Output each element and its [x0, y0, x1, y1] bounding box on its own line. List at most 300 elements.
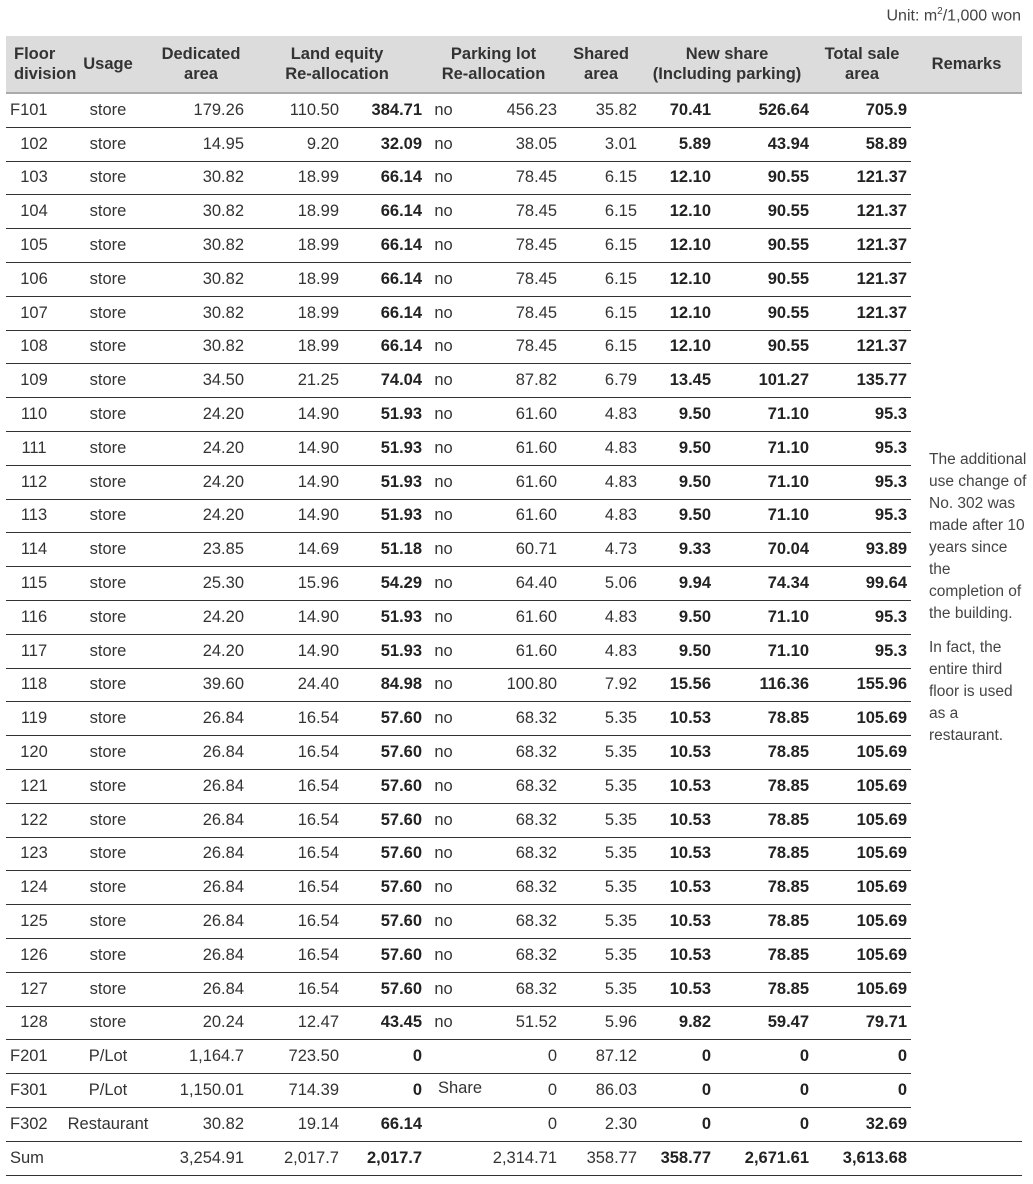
cell-dedicated: 24.20: [154, 600, 248, 634]
cell-new-a: 9.50: [641, 398, 715, 432]
cell-new-a: 10.53: [641, 769, 715, 803]
table-row: [6, 195, 1022, 229]
cell-usage: store: [62, 465, 154, 499]
cell-new-b: 78.85: [715, 702, 813, 736]
cell-dedicated: 23.85: [154, 533, 248, 567]
cell-total: 95.3: [813, 465, 911, 499]
cell-parking: 78.45: [461, 229, 561, 263]
cell-shared: 2.30: [561, 1107, 641, 1141]
cell-remarks: [911, 803, 1022, 837]
cell-dedicated: 39.60: [154, 668, 248, 702]
table-row: [6, 1074, 1022, 1108]
cell-dedicated: 26.84: [154, 803, 248, 837]
cell-parking-flag: no: [426, 871, 461, 905]
cell-new-a: 12.10: [641, 161, 715, 195]
cell-new-b: 116.36: [715, 668, 813, 702]
cell-land-a: 14.90: [248, 499, 343, 533]
cell-new-a: 9.50: [641, 634, 715, 668]
cell-land-a: 18.99: [248, 330, 343, 364]
cell-shared: 6.15: [561, 161, 641, 195]
cell-parking-flag: no: [426, 398, 461, 432]
cell-remarks: [911, 398, 1022, 432]
cell-total: 79.71: [813, 1006, 911, 1040]
cell-parking-flag: no: [426, 803, 461, 837]
cell-shared: 6.79: [561, 364, 641, 398]
cell-land-a: 18.99: [248, 296, 343, 330]
cell-parking-flag: no: [426, 127, 461, 161]
cell-dedicated: 30.82: [154, 296, 248, 330]
table-row: [6, 871, 1022, 905]
cell-parking: 68.32: [461, 803, 561, 837]
cell-usage: store: [62, 127, 154, 161]
cell-usage: store: [62, 938, 154, 972]
sum-row: [6, 1141, 1022, 1175]
cell-land-b: 66.14: [343, 262, 426, 296]
cell-usage: P/Lot: [62, 1040, 154, 1074]
cell-new-a: 10.53: [641, 905, 715, 939]
cell-land-b: 384.71: [343, 93, 426, 127]
cell-new-b: 71.10: [715, 431, 813, 465]
cell-new-b: 0: [715, 1074, 813, 1108]
cell-remarks: [911, 1107, 1022, 1141]
cell-floor: 112: [6, 465, 62, 499]
cell-dedicated: 24.20: [154, 499, 248, 533]
cell-dedicated: 179.26: [154, 93, 248, 127]
cell-total: 121.37: [813, 296, 911, 330]
cell-parking-flag: no: [426, 600, 461, 634]
cell-remarks: [911, 93, 1022, 127]
cell-usage: store: [62, 93, 154, 127]
cell-parking: 78.45: [461, 296, 561, 330]
cell-parking: 78.45: [461, 262, 561, 296]
cell-new-a: 10.53: [641, 837, 715, 871]
cell-parking-flag: no: [426, 567, 461, 601]
cell-land-a: 16.54: [248, 972, 343, 1006]
cell-usage: store: [62, 905, 154, 939]
cell-shared: 5.35: [561, 736, 641, 770]
cell-parking: 61.60: [461, 398, 561, 432]
cell-new-b: 526.64: [715, 93, 813, 127]
cell-total: 105.69: [813, 871, 911, 905]
cell-land-b: 54.29: [343, 567, 426, 601]
cell-land-b: 57.60: [343, 769, 426, 803]
header-land-equity: Land equity Re-allocation: [248, 36, 426, 93]
cell-floor: 119: [6, 702, 62, 736]
cell-remarks: [911, 161, 1022, 195]
cell-new-a: 9.94: [641, 567, 715, 601]
cell-parking-flag: no: [426, 533, 461, 567]
cell-total: 105.69: [813, 938, 911, 972]
cell-shared: 35.82: [561, 93, 641, 127]
cell-parking-flag: no: [426, 364, 461, 398]
cell-shared: 5.35: [561, 803, 641, 837]
cell-parking-flag: no: [426, 938, 461, 972]
cell-dedicated: 30.82: [154, 229, 248, 263]
cell-new-b: 78.85: [715, 938, 813, 972]
cell-land-b: 66.14: [343, 229, 426, 263]
cell-parking: 60.71: [461, 533, 561, 567]
cell-shared: 5.35: [561, 905, 641, 939]
table-row: [6, 1006, 1022, 1040]
cell-usage: store: [62, 668, 154, 702]
cell-parking-flag: no: [426, 296, 461, 330]
cell-remarks: [911, 769, 1022, 803]
cell-dedicated: 1,164.7: [154, 1040, 248, 1074]
cell-usage: store: [62, 600, 154, 634]
cell-parking: 0: [461, 1074, 561, 1108]
cell-dedicated: 30.82: [154, 262, 248, 296]
cell-remarks: [911, 127, 1022, 161]
cell-new-a: 9.50: [641, 431, 715, 465]
cell-parking-flag: [426, 1107, 461, 1141]
cell-land-a: 14.90: [248, 634, 343, 668]
cell-new-b: 78.85: [715, 871, 813, 905]
table-row: [6, 93, 1022, 127]
cell-parking-flag: no: [426, 93, 461, 127]
cell-shared: 6.15: [561, 229, 641, 263]
cell-total: 99.64: [813, 567, 911, 601]
cell-usage: store: [62, 567, 154, 601]
cell-floor: F201: [6, 1040, 62, 1074]
table-row: [6, 972, 1022, 1006]
cell-new-b: 0: [715, 1107, 813, 1141]
cell-remarks: [911, 364, 1022, 398]
sum-new-a: 358.77: [641, 1141, 715, 1175]
cell-dedicated: 34.50: [154, 364, 248, 398]
remarks-text: [929, 449, 1027, 759]
cell-new-a: 12.10: [641, 296, 715, 330]
cell-new-a: 9.50: [641, 499, 715, 533]
cell-land-a: 16.54: [248, 736, 343, 770]
cell-shared: 5.35: [561, 871, 641, 905]
cell-land-a: 16.54: [248, 803, 343, 837]
cell-new-a: 9.33: [641, 533, 715, 567]
cell-remarks: [911, 837, 1022, 871]
cell-parking-flag: no: [426, 972, 461, 1006]
table-row: [6, 398, 1022, 432]
cell-parking: 61.60: [461, 600, 561, 634]
cell-shared: 6.15: [561, 262, 641, 296]
cell-total: 121.37: [813, 195, 911, 229]
cell-parking: 61.60: [461, 431, 561, 465]
cell-dedicated: 24.20: [154, 634, 248, 668]
cell-usage: store: [62, 330, 154, 364]
cell-dedicated: 26.84: [154, 972, 248, 1006]
cell-new-b: 0: [715, 1040, 813, 1074]
cell-new-a: 10.53: [641, 972, 715, 1006]
cell-dedicated: 30.82: [154, 161, 248, 195]
cell-parking-flag: no: [426, 634, 461, 668]
cell-shared: 4.83: [561, 634, 641, 668]
cell-land-a: 21.25: [248, 364, 343, 398]
cell-dedicated: 30.82: [154, 195, 248, 229]
cell-parking-flag: no: [426, 905, 461, 939]
table-row: [6, 769, 1022, 803]
cell-parking: 78.45: [461, 195, 561, 229]
cell-usage: store: [62, 195, 154, 229]
sum-remarks: [911, 1141, 1022, 1175]
sum-empty: [426, 1141, 461, 1175]
cell-new-a: 0: [641, 1074, 715, 1108]
cell-dedicated: 26.84: [154, 938, 248, 972]
cell-total: 58.89: [813, 127, 911, 161]
cell-parking-flag: no: [426, 702, 461, 736]
cell-dedicated: 26.84: [154, 871, 248, 905]
cell-land-b: 57.60: [343, 736, 426, 770]
cell-floor: 102: [6, 127, 62, 161]
cell-land-b: 0: [343, 1074, 426, 1108]
cell-parking: 68.32: [461, 905, 561, 939]
cell-new-b: 78.85: [715, 736, 813, 770]
cell-parking-flag: no: [426, 229, 461, 263]
cell-total: 121.37: [813, 330, 911, 364]
cell-dedicated: 1,150.01: [154, 1074, 248, 1108]
cell-total: 93.89: [813, 533, 911, 567]
cell-parking: 0: [461, 1040, 561, 1074]
cell-dedicated: 24.20: [154, 431, 248, 465]
cell-parking-flag: no: [426, 1006, 461, 1040]
cell-remarks: [911, 938, 1022, 972]
sum-shared: 358.77: [561, 1141, 641, 1175]
cell-dedicated: 26.84: [154, 702, 248, 736]
cell-new-b: 90.55: [715, 229, 813, 263]
cell-floor: 108: [6, 330, 62, 364]
cell-remarks: [911, 195, 1022, 229]
cell-floor: F101: [6, 93, 62, 127]
cell-usage: store: [62, 499, 154, 533]
cell-new-b: 71.10: [715, 398, 813, 432]
cell-land-b: 66.14: [343, 296, 426, 330]
cell-shared: 5.35: [561, 972, 641, 1006]
cell-usage: P/Lot: [62, 1074, 154, 1108]
cell-shared: 5.96: [561, 1006, 641, 1040]
cell-parking: 61.60: [461, 465, 561, 499]
cell-total: 95.3: [813, 499, 911, 533]
cell-parking-flag: [426, 1040, 461, 1074]
cell-parking: 68.32: [461, 972, 561, 1006]
cell-remarks: [911, 262, 1022, 296]
cell-land-b: 66.14: [343, 1107, 426, 1141]
cell-floor: 117: [6, 634, 62, 668]
cell-shared: 86.03: [561, 1074, 641, 1108]
header-floor-division: Floor division: [6, 36, 62, 93]
cell-dedicated: 25.30: [154, 567, 248, 601]
table-row: [6, 905, 1022, 939]
cell-new-b: 90.55: [715, 262, 813, 296]
cell-land-a: 14.90: [248, 431, 343, 465]
table-row: [6, 296, 1022, 330]
cell-total: 95.3: [813, 398, 911, 432]
cell-usage: store: [62, 364, 154, 398]
cell-shared: 5.06: [561, 567, 641, 601]
cell-usage: store: [62, 972, 154, 1006]
table-row: [6, 1040, 1022, 1074]
cell-floor: 127: [6, 972, 62, 1006]
cell-dedicated: 24.20: [154, 398, 248, 432]
cell-parking: 0: [461, 1107, 561, 1141]
cell-land-b: 57.60: [343, 938, 426, 972]
header-shared-area: Shared area: [561, 36, 641, 93]
cell-floor: 124: [6, 871, 62, 905]
header-new-share: New share (Including parking): [641, 36, 813, 93]
cell-new-b: 78.85: [715, 769, 813, 803]
cell-land-b: 51.93: [343, 600, 426, 634]
cell-total: 155.96: [813, 668, 911, 702]
cell-new-b: 78.85: [715, 972, 813, 1006]
cell-dedicated: 26.84: [154, 905, 248, 939]
cell-parking-flag: no: [426, 330, 461, 364]
cell-parking: 68.32: [461, 871, 561, 905]
sum-total: 3,613.68: [813, 1141, 911, 1175]
cell-land-b: 51.18: [343, 533, 426, 567]
cell-total: 105.69: [813, 736, 911, 770]
cell-parking-flag: no: [426, 736, 461, 770]
cell-land-a: 18.99: [248, 229, 343, 263]
cell-new-a: 9.82: [641, 1006, 715, 1040]
cell-land-a: 14.90: [248, 600, 343, 634]
cell-floor: 107: [6, 296, 62, 330]
cell-parking: 68.32: [461, 938, 561, 972]
cell-remarks: [911, 972, 1022, 1006]
table-row: [6, 600, 1022, 634]
cell-new-b: 43.94: [715, 127, 813, 161]
table-row: [6, 499, 1022, 533]
cell-land-a: 18.99: [248, 161, 343, 195]
cell-new-b: 71.10: [715, 634, 813, 668]
cell-total: 0: [813, 1074, 911, 1108]
cell-floor: 103: [6, 161, 62, 195]
cell-floor: 114: [6, 533, 62, 567]
cell-floor: 122: [6, 803, 62, 837]
cell-land-a: 714.39: [248, 1074, 343, 1108]
cell-usage: store: [62, 769, 154, 803]
cell-parking: 68.32: [461, 736, 561, 770]
header-dedicated-area: Dedicated area: [154, 36, 248, 93]
cell-land-a: 15.96: [248, 567, 343, 601]
cell-new-a: 10.53: [641, 803, 715, 837]
cell-total: 121.37: [813, 229, 911, 263]
cell-new-a: 9.50: [641, 465, 715, 499]
cell-shared: 3.01: [561, 127, 641, 161]
cell-new-b: 90.55: [715, 330, 813, 364]
cell-shared: 6.15: [561, 296, 641, 330]
cell-usage: store: [62, 161, 154, 195]
cell-new-b: 71.10: [715, 499, 813, 533]
cell-parking-flag: no: [426, 195, 461, 229]
cell-land-a: 18.99: [248, 262, 343, 296]
cell-parking: 68.32: [461, 702, 561, 736]
cell-parking-flag: no: [426, 465, 461, 499]
cell-land-a: 12.47: [248, 1006, 343, 1040]
cell-usage: store: [62, 837, 154, 871]
cell-land-a: 18.99: [248, 195, 343, 229]
cell-dedicated: 30.82: [154, 330, 248, 364]
cell-shared: 5.35: [561, 837, 641, 871]
cell-shared: 87.12: [561, 1040, 641, 1074]
cell-floor: 104: [6, 195, 62, 229]
cell-new-b: 59.47: [715, 1006, 813, 1040]
cell-remarks: [911, 1074, 1022, 1108]
cell-dedicated: 26.84: [154, 736, 248, 770]
table-row: [6, 127, 1022, 161]
cell-parking-flag: no: [426, 769, 461, 803]
cell-floor: 126: [6, 938, 62, 972]
cell-new-a: 12.10: [641, 262, 715, 296]
cell-dedicated: 20.24: [154, 1006, 248, 1040]
cell-new-a: 12.10: [641, 229, 715, 263]
cell-land-a: 9.20: [248, 127, 343, 161]
cell-new-b: 101.27: [715, 364, 813, 398]
cell-new-b: 90.55: [715, 296, 813, 330]
cell-land-b: 51.93: [343, 398, 426, 432]
cell-floor: F302: [6, 1107, 62, 1141]
cell-new-a: 15.56: [641, 668, 715, 702]
cell-total: 121.37: [813, 161, 911, 195]
cell-floor: 125: [6, 905, 62, 939]
cell-new-a: 12.10: [641, 195, 715, 229]
cell-shared: 5.35: [561, 769, 641, 803]
cell-total: 95.3: [813, 431, 911, 465]
table-row: [6, 668, 1022, 702]
table-row: [6, 702, 1022, 736]
sum-land-a: 2,017.7: [248, 1141, 343, 1175]
cell-new-b: 90.55: [715, 161, 813, 195]
cell-dedicated: 24.20: [154, 465, 248, 499]
cell-parking: 456.23: [461, 93, 561, 127]
cell-parking: 38.05: [461, 127, 561, 161]
cell-total: 32.69: [813, 1107, 911, 1141]
cell-total: 135.77: [813, 364, 911, 398]
cell-new-b: 78.85: [715, 837, 813, 871]
cell-land-a: 723.50: [248, 1040, 343, 1074]
cell-floor: 120: [6, 736, 62, 770]
cell-parking: 100.80: [461, 668, 561, 702]
cell-shared: 5.35: [561, 938, 641, 972]
header-remarks: Remarks: [911, 36, 1022, 93]
cell-usage: store: [62, 398, 154, 432]
cell-total: 95.3: [813, 634, 911, 668]
cell-land-b: 43.45: [343, 1006, 426, 1040]
header-total-sale-area: Total sale area: [813, 36, 911, 93]
table-row: [6, 938, 1022, 972]
cell-usage: store: [62, 431, 154, 465]
cell-land-b: 0: [343, 1040, 426, 1074]
cell-new-a: 10.53: [641, 736, 715, 770]
cell-land-a: 16.54: [248, 905, 343, 939]
cell-usage: store: [62, 262, 154, 296]
remarks-paragraph: In fact, the entire third floor is used as a restaurant.: [929, 639, 1013, 744]
cell-parking: 68.32: [461, 837, 561, 871]
table-row: [6, 330, 1022, 364]
cell-total: 705.9: [813, 93, 911, 127]
cell-usage: store: [62, 634, 154, 668]
cell-floor: 106: [6, 262, 62, 296]
cell-floor: 111: [6, 431, 62, 465]
cell-land-a: 24.40: [248, 668, 343, 702]
cell-parking: 87.82: [461, 364, 561, 398]
cell-shared: 4.83: [561, 465, 641, 499]
cell-land-a: 19.14: [248, 1107, 343, 1141]
sale-area-table: [6, 36, 1022, 1176]
cell-parking-flag: no: [426, 161, 461, 195]
remarks-paragraph: The additional use change of No. 302 was made after 10 years since the completion of the building.: [929, 451, 1027, 622]
cell-parking: 61.60: [461, 634, 561, 668]
table-row: [6, 262, 1022, 296]
cell-floor: 123: [6, 837, 62, 871]
cell-remarks: [911, 1006, 1022, 1040]
cell-land-a: 14.90: [248, 398, 343, 432]
cell-usage: Restaurant: [62, 1107, 154, 1141]
